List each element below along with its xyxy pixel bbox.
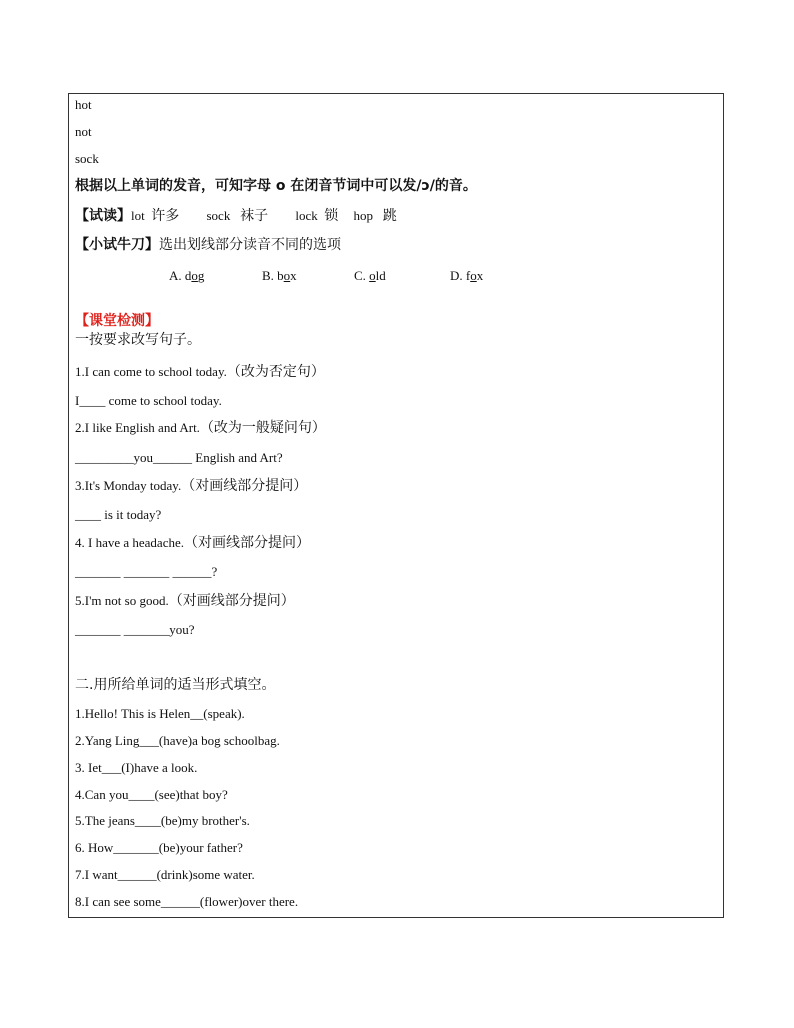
sec2-item-7: 7.I want______(drink)some water. bbox=[75, 867, 255, 882]
sec2-item-8: 8.I can see some______(flower)over there. bbox=[75, 894, 299, 909]
sec1-a3: ____ is it today? bbox=[75, 507, 162, 522]
worksheet-frame bbox=[68, 93, 724, 918]
section2-title: 二.用所给单词的适当形式填空。 bbox=[75, 677, 276, 693]
sec1-q3: 3.It's Monday today.（对画线部分提问） bbox=[75, 478, 308, 494]
sec1-q2: 2.I like English and Art.（改为一般疑问句） bbox=[75, 420, 326, 436]
word-not: not bbox=[75, 124, 92, 139]
sec2-item-5: 5.The jeans____(be)my brother's. bbox=[75, 813, 250, 828]
practice-line bbox=[75, 237, 341, 253]
sec1-a2: _________you______ English and Art? bbox=[75, 450, 283, 465]
word-hot: hot bbox=[75, 97, 92, 112]
word-sock: sock bbox=[75, 151, 99, 166]
sec1-a4: _______ _______ ______? bbox=[75, 564, 218, 579]
sec2-item-6: 6. How_______(be)your father? bbox=[75, 840, 243, 855]
sec1-a5: _______ _______you? bbox=[75, 622, 195, 637]
option-d: D. fox bbox=[450, 268, 484, 283]
sec1-q4: 4. I have a headache.（对画线部分提问） bbox=[75, 535, 310, 551]
try-read-label: 【试读】 bbox=[75, 208, 131, 224]
pronunciation-rule: 根据以上单词的发音，可知字母 o 在闭音节词中可以发/ɔ/的音。 bbox=[75, 178, 477, 194]
sec1-a1: I____ come to school today. bbox=[75, 393, 222, 408]
sec2-item-3: 3. Iet___(I)have a look. bbox=[75, 760, 198, 775]
sec2-item-2: 2.Yang Ling___(have)a bog schoolbag. bbox=[75, 733, 280, 748]
option-c: C. old bbox=[354, 268, 386, 283]
sec1-q1: 1.I can come to school today.（改为否定句） bbox=[75, 364, 325, 380]
practice-instruction: 选出划线部分读音不同的选项 bbox=[159, 237, 341, 253]
option-a: A. dog bbox=[169, 268, 205, 283]
try-read-line: 【试读】lot 许多 sock 袜子 lock 锁 hop 跳 bbox=[75, 208, 397, 224]
sec2-item-4: 4.Can you____(see)that boy? bbox=[75, 787, 228, 802]
sec2-item-1: 1.Hello! This is Helen__(speak). bbox=[75, 706, 245, 721]
option-b: B. box bbox=[262, 268, 297, 283]
sec1-q5: 5.I'm not so good.（对画线部分提问） bbox=[75, 593, 295, 609]
practice-label: 【小试牛刀】 bbox=[75, 237, 159, 253]
check-heading: 【课堂检测】 bbox=[75, 313, 159, 329]
section1-title: 一按要求改写句子。 bbox=[75, 332, 201, 348]
